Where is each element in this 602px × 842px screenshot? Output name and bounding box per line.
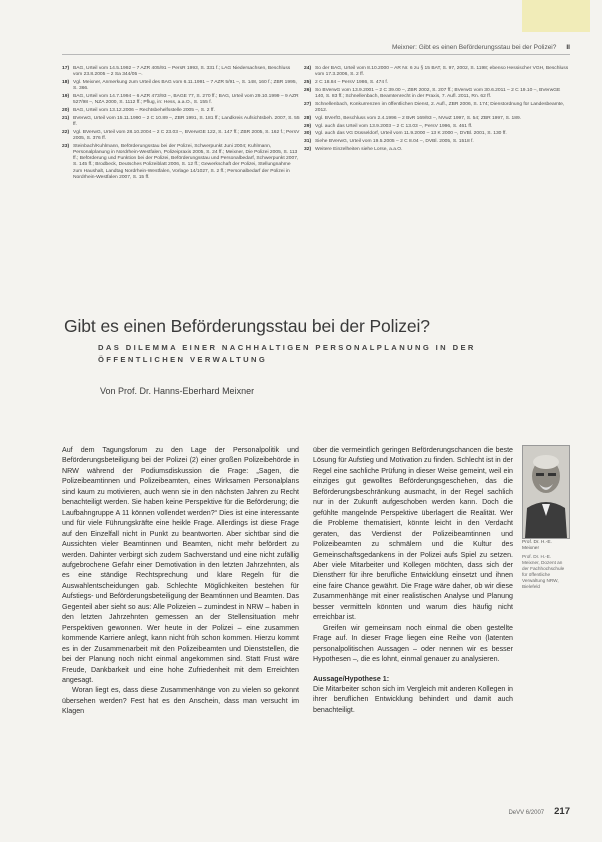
footnote-text: Vgl. BVerfG, Beschluss vom 2.4.1996 – 2 BvR 169/93 –, NVwZ 1997, S. 54; ZBR 1997, S. 189.: [315, 115, 522, 121]
article-subtitle: DAS DILEMMA EINER NACHHALTIGEN PERSONALPLANUNG IN DER ÖFFENTLICHEN VERWALTUNG: [98, 343, 476, 365]
paragraph: Greifen wir gemeinsam noch einmal die oben gestellte Frage auf. In dieser Frage liegen eine Reihe von (latenten personalpolitischen Aussagen – oder nennen wir es besser Hypothesen –, die es lohnt, einmal genauer zu analysieren.: [313, 623, 513, 664]
footnote-number: 27): [304, 101, 312, 107]
section-heading: Aussage/Hypothese 1:: [313, 674, 390, 683]
footnote-text: So BVerwG vom 13.9.2001 – 2 C 39.00 –, ZBR 2002, S. 207 ff.; BVerwG vom 30.6.2011 – 2 C 19.10 –, BVerwGE 140, S. 83 ff.; Schnellenbach, Beamtenrecht in der Praxis, 7. Aufl. 2011, Rn. 62 ff.: [315, 87, 561, 99]
author-bio: Prof. Dr. H.-E. Meixner, Dozent an der Fachhochschule für öffentliche Verwaltung NRW, Bielefeld: [522, 554, 565, 589]
footnote-number: 31): [304, 139, 312, 145]
footnote-text: Weitere Einzelheiten siehe Lorse, a.a.O.: [315, 146, 403, 152]
footnote: [304, 124, 570, 130]
body-column-2: [313, 445, 513, 837]
paragraph: Woran liegt es, dass diese Zusammenhänge von zu vielen so gekonnt übersehen werden? Fest hat es den Anschein, dass man versucht im Klagen: [62, 686, 299, 716]
footnote-number: 17): [62, 66, 70, 71]
footnote: [62, 144, 300, 181]
footnote-number: 22): [62, 129, 70, 135]
footnote: [304, 139, 570, 145]
footnote: [62, 130, 300, 142]
footnote-text: BAG, Urteil vom 14.7.1994 – 6 AZR 473/93 –, BAGE 77, S. 270 ff.; BAG, Urteil vom 29.10.1999 – 9 AZR 527/98 –, NZA 2000, S. 1112 ff.; Pflug, in: Hess, a.a.O., S. 155 f.: [73, 94, 299, 106]
footnote-text: BAG, Urteil vom 13.12.2006 – Rechtsbehelfsstelle 2005 –, S. 2 ff.: [73, 108, 215, 113]
footnote-number: 30): [304, 131, 312, 137]
footnote: [304, 147, 570, 153]
paragraph: Auf dem Tagungsforum zu den Lage der Personalpolitik und Beförderungsbeteiligung bei der Polizei (2) einer großen Polizeibehörde in NRW während der Podiumsdiskussion die Frage: „Sagen, die Polizeibeamtinnen und Polizeibeamten, eines Wirksamen Personalplans sind kaum zu motivieren, auch wenn sie in den nächsten Jahren zu Recht benachteiligt werden. Sie haben keine Perspektive für die Beförderung; die Laufbahngruppe A 11 können vollendet werden?“ Dies ist eine interessante und für viele Führungskräfte eine heikle Frage. Allerdings ist diese Frage auf den Einzelfall nicht in Punkt zu beantworten. Aber sichtbar sind die Aussichten vieler Beamtinnen und Beamten, nicht mehr befördert zu werden. Dahinter verbirgt sich zudem Sachverstand und eine nicht zufällig aufgebrochene Gefahr einer Demotivation in den letzten Jahrzehnten, als es eine ständige Rechtsprechung und klare Regeln für die Auswahlentscheidungen gab. Schlechte Möglichkeiten bestehen für Aufstiegs- und Beförderungsbeteiligung der Beamtinnen und Beamten. Das Gegenteil aber sieht so aus: Alle Polizeien – zumindest in NRW – haben in den letzten Jahrzehnten gemessen an der Stellensituation mehr Perspektiven gewonnen. Wer heute in der Polizei – eine zusammen kommende Karriere anlegt, kann nicht früh schon kommen. Hierzu kommt es in der Zusammenarbeit mit den Polizeibeamten und Dienststellen, die bei der Planung noch nicht einmal angekommen sind. Statt Frust wäre Freude, Dankbarkeit und eine hohe Zufriedenheit mit dem Erreichten angesagt.: [62, 446, 299, 684]
footnotes-right: [304, 66, 570, 155]
footnote-text: Vgl. BVerwG, Urteil vom 28.10.2004 – 2 C 23.03 –, BVerwGE 122, S. 147 ff.; ZBR 2005, S. 162 f.; PersV 2005, S. 376 ff.: [73, 129, 300, 141]
footnote: [304, 88, 570, 100]
footnote-number: 32): [304, 146, 312, 152]
footnote-number: 18): [62, 80, 70, 85]
footnote-number: 20): [62, 108, 70, 113]
paragraph: über die vermeintlich geringen Beförderungschancen die beste Lösung für Aufstieg und Motivation zu finden. Schlecht ist in der Regel eine sachliche Prüfung in dieser Weise gemeint, weil ein einziges gut gewolltes Beförderungsgeschehen, das die Beförderungsbeschränkung ausmacht, in der Regel sachlich nur in der Zukunft aufgeschoben werden kann. Doch die gefühlte mangelnde Perspektive überlagert die Realität. Wer die Probleme thematisiert, könnte leicht in den Verdacht geraten, das Verdienst der Polizeibeamtinnen und Polizeibeamten zu schmälern und die Kultur des Gemeinschaftsgedankens in der Polizei aufs Spiel zu setzen. Aber viele Mitarbeiter und Kollegen möchten, dass sich der Dienstherr für ihre berufliche Entwicklung einsetzt und ihnen eine faire Chance gewährt. Die Frage wäre daher, ob wir diese Zusammenhänge mit einer realistischen Analyse und Planung besser vermitteln könnten und warum dies häufig nicht erreichbar ist.: [313, 446, 513, 622]
footnote-number: 29): [304, 123, 312, 129]
footnote-number: 23): [62, 143, 70, 149]
footnote-text: Vgl. auch das Urteil vom 13.9.2003 – 2 C 13.03 –, PersV 1996, S. 461 ff.: [315, 123, 473, 129]
footnote-number: 21): [62, 115, 70, 121]
journal-name: DeVV 6/2007: [508, 810, 545, 816]
footnote: [62, 108, 300, 114]
footnote: [62, 80, 300, 92]
photo-caption: Prof. Dr. H.-E. Meixner: [522, 540, 552, 551]
footnote-number: 19): [62, 94, 70, 99]
footnote-text: Steinbach/Kuhlmann, Beförderungsstau bei der Polizei, Schwerpunkt Juni 2004; Kuhlmann, Personalplanung in Nordrhein-Westfalen, Polizeipraxis 2005, S. 24 ff.; Meixner, Die Polizei 2005, S. 113 ff.; Beförderung und Funktion bei der Polizei, Beförderungsstau und Personalbedarf, Schwerpunkt 2007, S. 145 ff.; Brodbeck, Deutsches Polizeiblatt 2006, S. 12 ff.; Gewerkschaft der Polizei, Stellungnahme zum Haushalt, Landtag Nordrhein-Westfalen, Vorlage 14/1027, S. 2 ff.; Personalbedarf der Polizei in Nordrhein-Westfalen 2007, S. 15 ff.: [73, 143, 299, 180]
footnote: [304, 102, 570, 114]
footnote-text: So der BAG, Urteil vom 8.10.2000 – AR Nr. 6 zu § 15 BAT, S. 97, 2002, S. 1198; ebenso Hessischer VGH, Beschluss vom 17.3.2006, S. 2 ff.: [315, 66, 569, 78]
footnotes-left: [62, 66, 300, 183]
article-title: Gibt es einen Beförderungsstau bei der Polizei?: [64, 316, 430, 336]
footnote-text: Vgl. Meixner, Anmerkung zum Urteil des BAG vom 6.11.1991 – 7 AZR 5/91 –, S. 148, 160 f.; ZBR 1995, S. 366.: [73, 80, 297, 92]
footnote-number: 25): [304, 80, 312, 85]
footnote-text: Siehe BVerwG, Urteil vom 19.5.2005 – 2 C 8.04 –, DVBl. 2005, S. 1518 f.: [315, 139, 474, 145]
page-footer: [470, 806, 570, 817]
footnote-text: BVerwG, Urteil vom 15.11.1990 – 2 C 10.89 –, ZBR 1991, S. 181 ff.; Landkreis Aufsichtsbeh. 2007, S. 55 ff.: [73, 115, 300, 127]
author-photo: [522, 445, 570, 539]
header-rule: [62, 54, 570, 55]
footnote-text: Vgl. auch das VG Düsseldorf, Urteil vom 11.9.2000 – 13 K 2000 –, DVBl. 2001, S. 130 ff.: [315, 131, 507, 137]
footnote: [304, 66, 570, 78]
footnote: [304, 116, 570, 122]
footnote: [304, 131, 570, 137]
footnote: [304, 80, 570, 86]
footnote-text: Schnellenbach, Konkurrenzen im öffentlichen Dienst, 2. Aufl., ZBR 2006, S. 174; Dienstordnung für Landesbeamte, 2012.: [315, 101, 565, 113]
body-column-1: [62, 445, 299, 833]
footnote-number: 24): [304, 66, 312, 71]
author-portrait-image: [523, 446, 569, 538]
running-title: Meixner: Gibt es einen Beförderungsstau bei der Polizei?: [391, 44, 557, 51]
footnote: [62, 94, 300, 106]
footnote: [62, 116, 300, 128]
footnote: [62, 66, 300, 78]
footnote-text: 2 C 18.84 – PersV 1986, S. 474 f.: [315, 80, 389, 85]
article-author: Von Prof. Dr. Hanns-Eberhard Meixner: [100, 386, 255, 396]
footnote-number: 26): [304, 87, 312, 93]
page-marker: II: [566, 44, 570, 51]
running-header: [330, 44, 570, 51]
footnote-number: 28): [304, 115, 312, 121]
sticky-note: [522, 0, 590, 32]
footnote-text: BAG, Urteil vom 14.5.1992 – 7 AZR 405/91 – PersR 1993, S. 331 f.; LAG Niedersachsen, Beschluss vom 23.8.2005 – 2 Sa 344/05 –.: [73, 66, 291, 78]
page-number: 217: [554, 806, 570, 817]
paragraph: Die Mitarbeiter schon sich im Vergleich mit anderen Kollegen in ihrer beruflichen Entwicklung behindert und damit auch benachteiligt.: [313, 684, 513, 714]
